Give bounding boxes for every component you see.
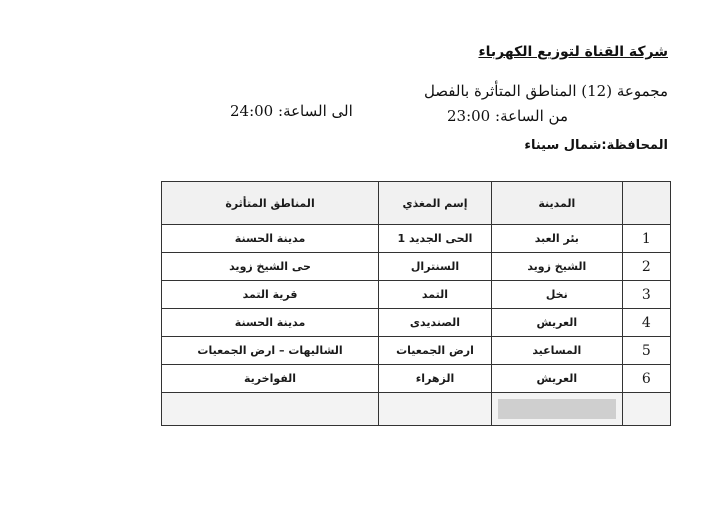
row-num: 4 bbox=[622, 309, 670, 337]
row-areas: قرية التمد bbox=[162, 281, 379, 309]
table-header-row bbox=[162, 182, 671, 225]
header-num bbox=[622, 182, 670, 225]
header-city: المدينة bbox=[491, 182, 622, 225]
table-blank-row bbox=[162, 393, 671, 426]
row-feeder: الزهراء bbox=[379, 365, 492, 393]
group-title: مجموعة (12) المناطق المتأثرة بالفصل bbox=[423, 82, 668, 100]
row-city: المساعيد bbox=[491, 337, 622, 365]
blank-cell bbox=[379, 393, 492, 426]
table-row bbox=[162, 225, 671, 253]
row-num: 5 bbox=[622, 337, 670, 365]
header-feeder: إسم المغذي bbox=[379, 182, 492, 225]
blank-cell bbox=[622, 393, 670, 426]
row-num: 2 bbox=[622, 253, 670, 281]
header-areas: المناطق المتأثرة bbox=[162, 182, 379, 225]
time-to-value: 24:00 bbox=[230, 102, 274, 120]
row-city: العريش bbox=[491, 309, 622, 337]
table-row bbox=[162, 365, 671, 393]
blank-cell bbox=[491, 393, 622, 426]
row-num: 6 bbox=[622, 365, 670, 393]
table-row bbox=[162, 281, 671, 309]
row-areas: الفواخرية bbox=[162, 365, 379, 393]
outage-table bbox=[161, 181, 671, 426]
row-city: بئر العبد bbox=[491, 225, 622, 253]
row-feeder: ارض الجمعيات bbox=[379, 337, 492, 365]
time-to bbox=[230, 102, 353, 120]
row-areas: مدينة الحسنة bbox=[162, 225, 379, 253]
row-areas: الشاليهات – ارض الجمعيات bbox=[162, 337, 379, 365]
blank-cell bbox=[162, 393, 379, 426]
row-feeder: التمد bbox=[379, 281, 492, 309]
row-feeder: السنترال bbox=[379, 253, 492, 281]
table-row bbox=[162, 309, 671, 337]
governorate-label: المحافظة:شمال سيناء bbox=[524, 138, 668, 153]
row-areas: مدينة الحسنة bbox=[162, 309, 379, 337]
row-city: نخل bbox=[491, 281, 622, 309]
row-feeder: الصنديدى bbox=[379, 309, 492, 337]
row-city: العريش bbox=[491, 365, 622, 393]
row-areas: حى الشيخ زويد bbox=[162, 253, 379, 281]
time-to-label: الى الساعة: bbox=[278, 102, 353, 120]
time-from-label: من الساعة: bbox=[495, 107, 568, 125]
table-row bbox=[162, 337, 671, 365]
company-title: شركة القناة لتوزيع الكهرباء bbox=[478, 44, 668, 60]
row-city: الشيخ زويد bbox=[491, 253, 622, 281]
time-from bbox=[447, 107, 568, 125]
table-row bbox=[162, 253, 671, 281]
row-num: 3 bbox=[622, 281, 670, 309]
time-from-value: 23:00 bbox=[447, 107, 491, 125]
redacted-block bbox=[498, 399, 616, 419]
row-feeder: الحى الجديد 1 bbox=[379, 225, 492, 253]
row-num: 1 bbox=[622, 225, 670, 253]
